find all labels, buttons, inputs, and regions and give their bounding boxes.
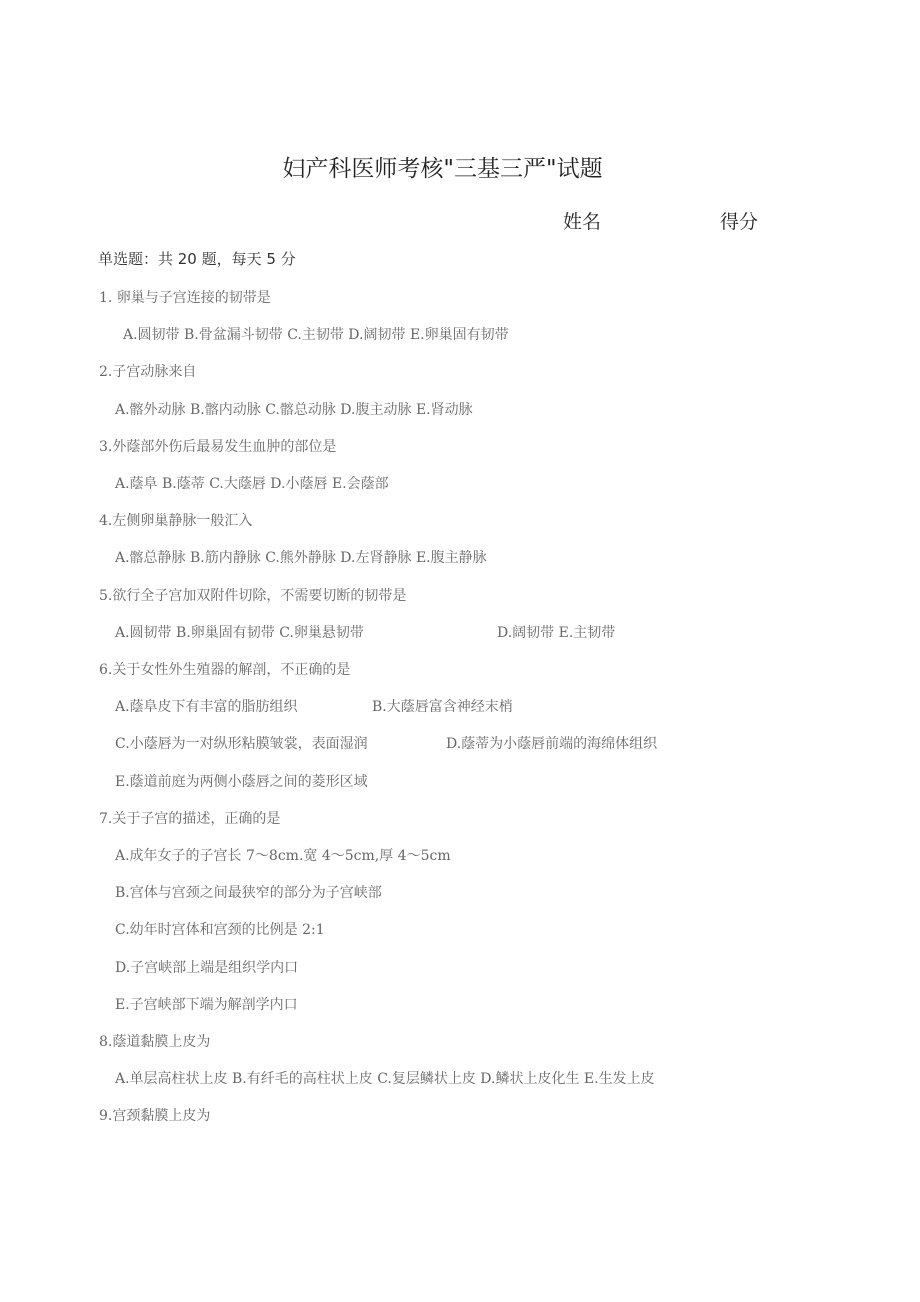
question-stem: 2.子宫动脉来自 — [99, 364, 197, 380]
question-stem: 4.左侧卵巢静脉一般汇入 — [99, 513, 253, 529]
option-line: D.子宫峡部上端是组织学内口 — [115, 960, 299, 976]
question-stem: 1. 卵巢与子宫连接的韧带是 — [99, 290, 271, 306]
option-line: B.宫体与宫颈之间最狭窄的部分为子宫峡部 — [115, 885, 382, 901]
score-label: 得分 — [720, 211, 759, 233]
question-stem: 7.关于子宫的描述，正确的是 — [99, 811, 281, 827]
option-line: E.子宫峡部下端为解剖学内口 — [115, 997, 298, 1013]
question-stem: 8.蔭道黏膜上皮为 — [99, 1034, 211, 1050]
option-line: A.单层高柱状上皮 B.有纤毛的高柱状上皮 C.复层鳞状上皮 D.鳞状上皮化生 E.生发上皮 — [115, 1071, 655, 1087]
question-stem: 3.外蔭部外伤后最易发生血肿的部位是 — [99, 439, 337, 455]
option-line-secondary: D.阔韧带 E.主韧带 — [497, 625, 616, 641]
name-label: 姓名 — [563, 211, 602, 233]
option-line: A.蔭阜皮下有丰富的脂肪组织 — [115, 699, 298, 715]
option-line-secondary: D.蔭蒂为小蔭唇前端的海绵体组织 — [446, 736, 658, 752]
question-stem: 6.关于女性外生殖器的解剖，不正确的是 — [99, 662, 351, 678]
page-title: 妇产科医师考核"三基三严"试题 — [282, 156, 603, 182]
option-line-secondary: B.大蔭唇富含神经末梢 — [372, 699, 513, 715]
option-line: E.蔭道前庭为两侧小蔭唇之间的菱形区域 — [115, 774, 368, 790]
question-stem: 5.欲行全子宫加双附件切除，不需要切断的韧带是 — [99, 588, 407, 604]
section-heading: 单选题：共 20 题，每天 5 分 — [98, 250, 296, 268]
option-line: C.小蔭唇为一对纵形粘膜皱裳，表面湿润 — [115, 736, 368, 752]
option-line: A.髂总静脉 B.筋内静脉 C.熊外静脉 D.左肾静脉 E.腹主静脉 — [115, 550, 487, 566]
option-line: A.髂外动脉 B.髂内动脉 C.髂总动脉 D.腹主动脉 E.肾动脉 — [115, 402, 473, 418]
option-line: A.成年女子的子宫长 7～8cm.宽 4～5cm,厚 4～5cm — [115, 848, 451, 864]
option-line: A.圆韧带 B.骨盆漏斗韧带 C.主韧带 D.阔韧带 E.卵巢固有韧带 — [123, 327, 509, 343]
option-line: A.蔭阜 B.蔭蒂 C.大蔭唇 D.小蔭唇 E.会蔭部 — [115, 476, 389, 492]
question-stem: 9.宫颈黏膜上皮为 — [99, 1108, 211, 1124]
option-line: C.幼年时宫体和宫颈的比例是 2:1 — [115, 922, 325, 938]
option-line: A.圆韧带 B.卵巢固有韧带 C.卵巢悬韧带 — [115, 625, 364, 641]
